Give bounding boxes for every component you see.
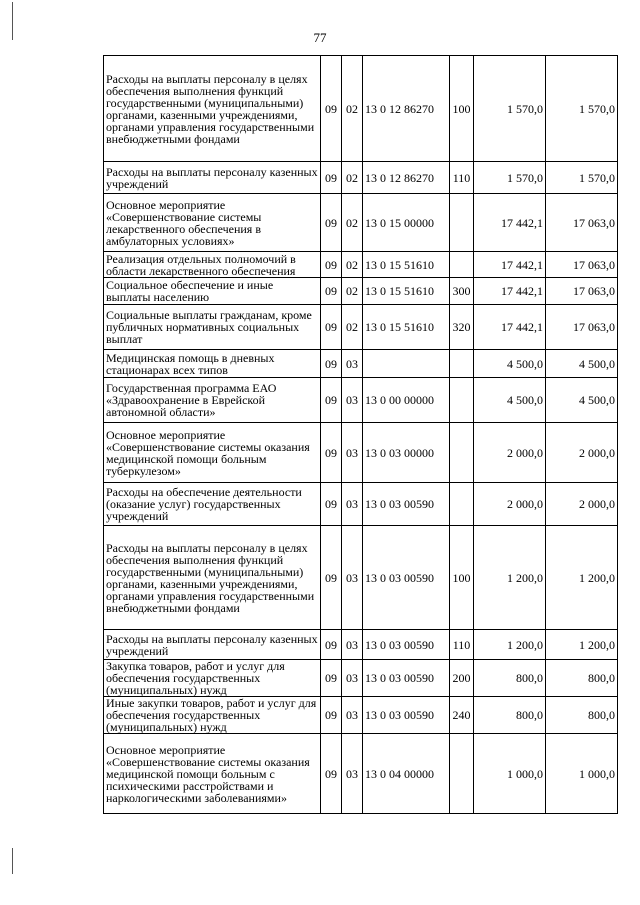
row-name: Социальные выплаты гражданам, кроме публичных нормативных социальных выплат (104, 305, 321, 350)
row-target-article: 13 0 03 00590 (363, 630, 450, 660)
row-expense-type (450, 194, 474, 252)
table-row (104, 526, 618, 630)
row-sum-2: 2 000,0 (546, 483, 618, 526)
row-expense-type: 110 (450, 162, 474, 194)
row-target-article: 13 0 03 00590 (363, 483, 450, 526)
row-target-article: 13 0 12 86270 (363, 56, 450, 162)
row-section: 09 (321, 660, 342, 697)
row-subsection: 03 (342, 483, 363, 526)
table-row (104, 483, 618, 526)
row-sum-1: 4 500,0 (474, 378, 546, 423)
row-name: Медицинская помощь в дневных стационарах всех типов (104, 350, 321, 378)
table-row (104, 162, 618, 194)
row-target-article: 13 0 15 51610 (363, 252, 450, 278)
row-sum-1: 17 442,1 (474, 194, 546, 252)
row-subsection: 03 (342, 378, 363, 423)
row-name: Расходы на выплаты персоналу казенных учреждений (104, 162, 321, 194)
row-subsection: 03 (342, 423, 363, 483)
row-section: 09 (321, 526, 342, 630)
budget-table (103, 55, 618, 814)
row-expense-type (450, 378, 474, 423)
row-target-article: 13 0 03 00590 (363, 660, 450, 697)
row-name: Основное мероприятие «Совершенствование системы оказания медицинской помощи больным туберкулезом» (104, 423, 321, 483)
row-section: 09 (321, 734, 342, 814)
row-sum-2: 4 500,0 (546, 350, 618, 378)
budget-table-body (104, 56, 618, 814)
row-name: Реализация отдельных полномочий в области лекарственного обеспечения (104, 252, 321, 278)
scan-margin-line-bottom (12, 848, 13, 874)
row-sum-2: 17 063,0 (546, 194, 618, 252)
row-target-article: 13 0 04 00000 (363, 734, 450, 814)
row-expense-type (450, 423, 474, 483)
row-sum-2: 1 200,0 (546, 526, 618, 630)
row-subsection: 03 (342, 734, 363, 814)
row-sum-2: 2 000,0 (546, 423, 618, 483)
row-section: 09 (321, 278, 342, 305)
row-section: 09 (321, 630, 342, 660)
row-name: Основное мероприятие «Совершенствование системы оказания медицинской помощи больным с психическими расстройствами и наркологическими заболеваниями» (104, 734, 321, 814)
row-target-article: 13 0 03 00590 (363, 697, 450, 734)
row-expense-type: 320 (450, 305, 474, 350)
row-sum-2: 1 570,0 (546, 162, 618, 194)
row-target-article: 13 0 00 00000 (363, 378, 450, 423)
row-subsection: 03 (342, 350, 363, 378)
row-sum-1: 1 570,0 (474, 162, 546, 194)
row-expense-type: 300 (450, 278, 474, 305)
row-expense-type (450, 350, 474, 378)
row-section: 09 (321, 378, 342, 423)
row-section: 09 (321, 252, 342, 278)
row-name: Иные закупки товаров, работ и услуг для обеспечения государственных (муниципальных) нужд (104, 697, 321, 734)
row-expense-type: 200 (450, 660, 474, 697)
row-target-article: 13 0 15 51610 (363, 278, 450, 305)
row-expense-type (450, 483, 474, 526)
row-expense-type: 100 (450, 56, 474, 162)
table-row (104, 660, 618, 697)
row-section: 09 (321, 697, 342, 734)
row-subsection: 02 (342, 56, 363, 162)
row-sum-1: 17 442,1 (474, 305, 546, 350)
row-subsection: 02 (342, 252, 363, 278)
row-target-article: 13 0 12 86270 (363, 162, 450, 194)
row-name: Закупка товаров, работ и услуг для обеспечения государственных (муниципальных) нужд (104, 660, 321, 697)
table-row (104, 56, 618, 162)
row-subsection: 02 (342, 194, 363, 252)
row-sum-1: 1 200,0 (474, 630, 546, 660)
row-subsection: 02 (342, 305, 363, 350)
row-sum-1: 1 200,0 (474, 526, 546, 630)
row-expense-type (450, 734, 474, 814)
row-target-article: 13 0 03 00590 (363, 526, 450, 630)
table-row (104, 278, 618, 305)
row-section: 09 (321, 350, 342, 378)
row-section: 09 (321, 483, 342, 526)
table-row (104, 423, 618, 483)
row-name: Государственная программа ЕАО «Здравоохранение в Еврейской автономной области» (104, 378, 321, 423)
row-sum-1: 17 442,1 (474, 278, 546, 305)
row-subsection: 02 (342, 162, 363, 194)
row-target-article: 13 0 15 00000 (363, 194, 450, 252)
row-name: Основное мероприятие «Совершенствование системы лекарственного обеспечения в амбулаторных условиях» (104, 194, 321, 252)
row-name: Социальное обеспечение и иные выплаты населению (104, 278, 321, 305)
row-sum-2: 800,0 (546, 697, 618, 734)
row-section: 09 (321, 162, 342, 194)
row-sum-2: 1 000,0 (546, 734, 618, 814)
row-subsection: 03 (342, 630, 363, 660)
row-name: Расходы на выплаты персоналу в целях обеспечения выполнения функций государственными (муниципальными) органами, казенными учреждениями, органами управления государственными внебюджетными фондами (104, 526, 321, 630)
row-section: 09 (321, 194, 342, 252)
row-subsection: 03 (342, 526, 363, 630)
table-row (104, 305, 618, 350)
table-row (104, 252, 618, 278)
table-row (104, 630, 618, 660)
table-row (104, 697, 618, 734)
row-sum-2: 1 200,0 (546, 630, 618, 660)
table-row (104, 350, 618, 378)
row-section: 09 (321, 56, 342, 162)
row-target-article: 13 0 15 51610 (363, 305, 450, 350)
row-sum-1: 2 000,0 (474, 423, 546, 483)
row-sum-2: 17 063,0 (546, 305, 618, 350)
row-sum-1: 2 000,0 (474, 483, 546, 526)
row-sum-2: 1 570,0 (546, 56, 618, 162)
row-sum-1: 4 500,0 (474, 350, 546, 378)
row-subsection: 03 (342, 697, 363, 734)
row-sum-1: 800,0 (474, 697, 546, 734)
row-sum-2: 17 063,0 (546, 278, 618, 305)
row-subsection: 02 (342, 278, 363, 305)
row-name: Расходы на выплаты персоналу в целях обеспечения выполнения функций государственными (муниципальными) органами, казенными учреждениями, органами управления государственными внебюджетными фондами (104, 56, 321, 162)
row-expense-type: 100 (450, 526, 474, 630)
row-sum-1: 1 000,0 (474, 734, 546, 814)
row-name: Расходы на выплаты персоналу казенных учреждений (104, 630, 321, 660)
page-number: 77 (313, 30, 327, 45)
row-section: 09 (321, 423, 342, 483)
row-section: 09 (321, 305, 342, 350)
row-expense-type (450, 252, 474, 278)
row-target-article: 13 0 03 00000 (363, 423, 450, 483)
table-row (104, 194, 618, 252)
row-sum-2: 17 063,0 (546, 252, 618, 278)
row-subsection: 03 (342, 660, 363, 697)
row-sum-1: 1 570,0 (474, 56, 546, 162)
row-expense-type: 240 (450, 697, 474, 734)
row-expense-type: 110 (450, 630, 474, 660)
row-sum-2: 4 500,0 (546, 378, 618, 423)
row-sum-2: 800,0 (546, 660, 618, 697)
table-row (104, 378, 618, 423)
row-sum-1: 17 442,1 (474, 252, 546, 278)
row-name: Расходы на обеспечение деятельности (оказание услуг) государственных учреждений (104, 483, 321, 526)
row-target-article (363, 350, 450, 378)
row-sum-1: 800,0 (474, 660, 546, 697)
table-row (104, 734, 618, 814)
